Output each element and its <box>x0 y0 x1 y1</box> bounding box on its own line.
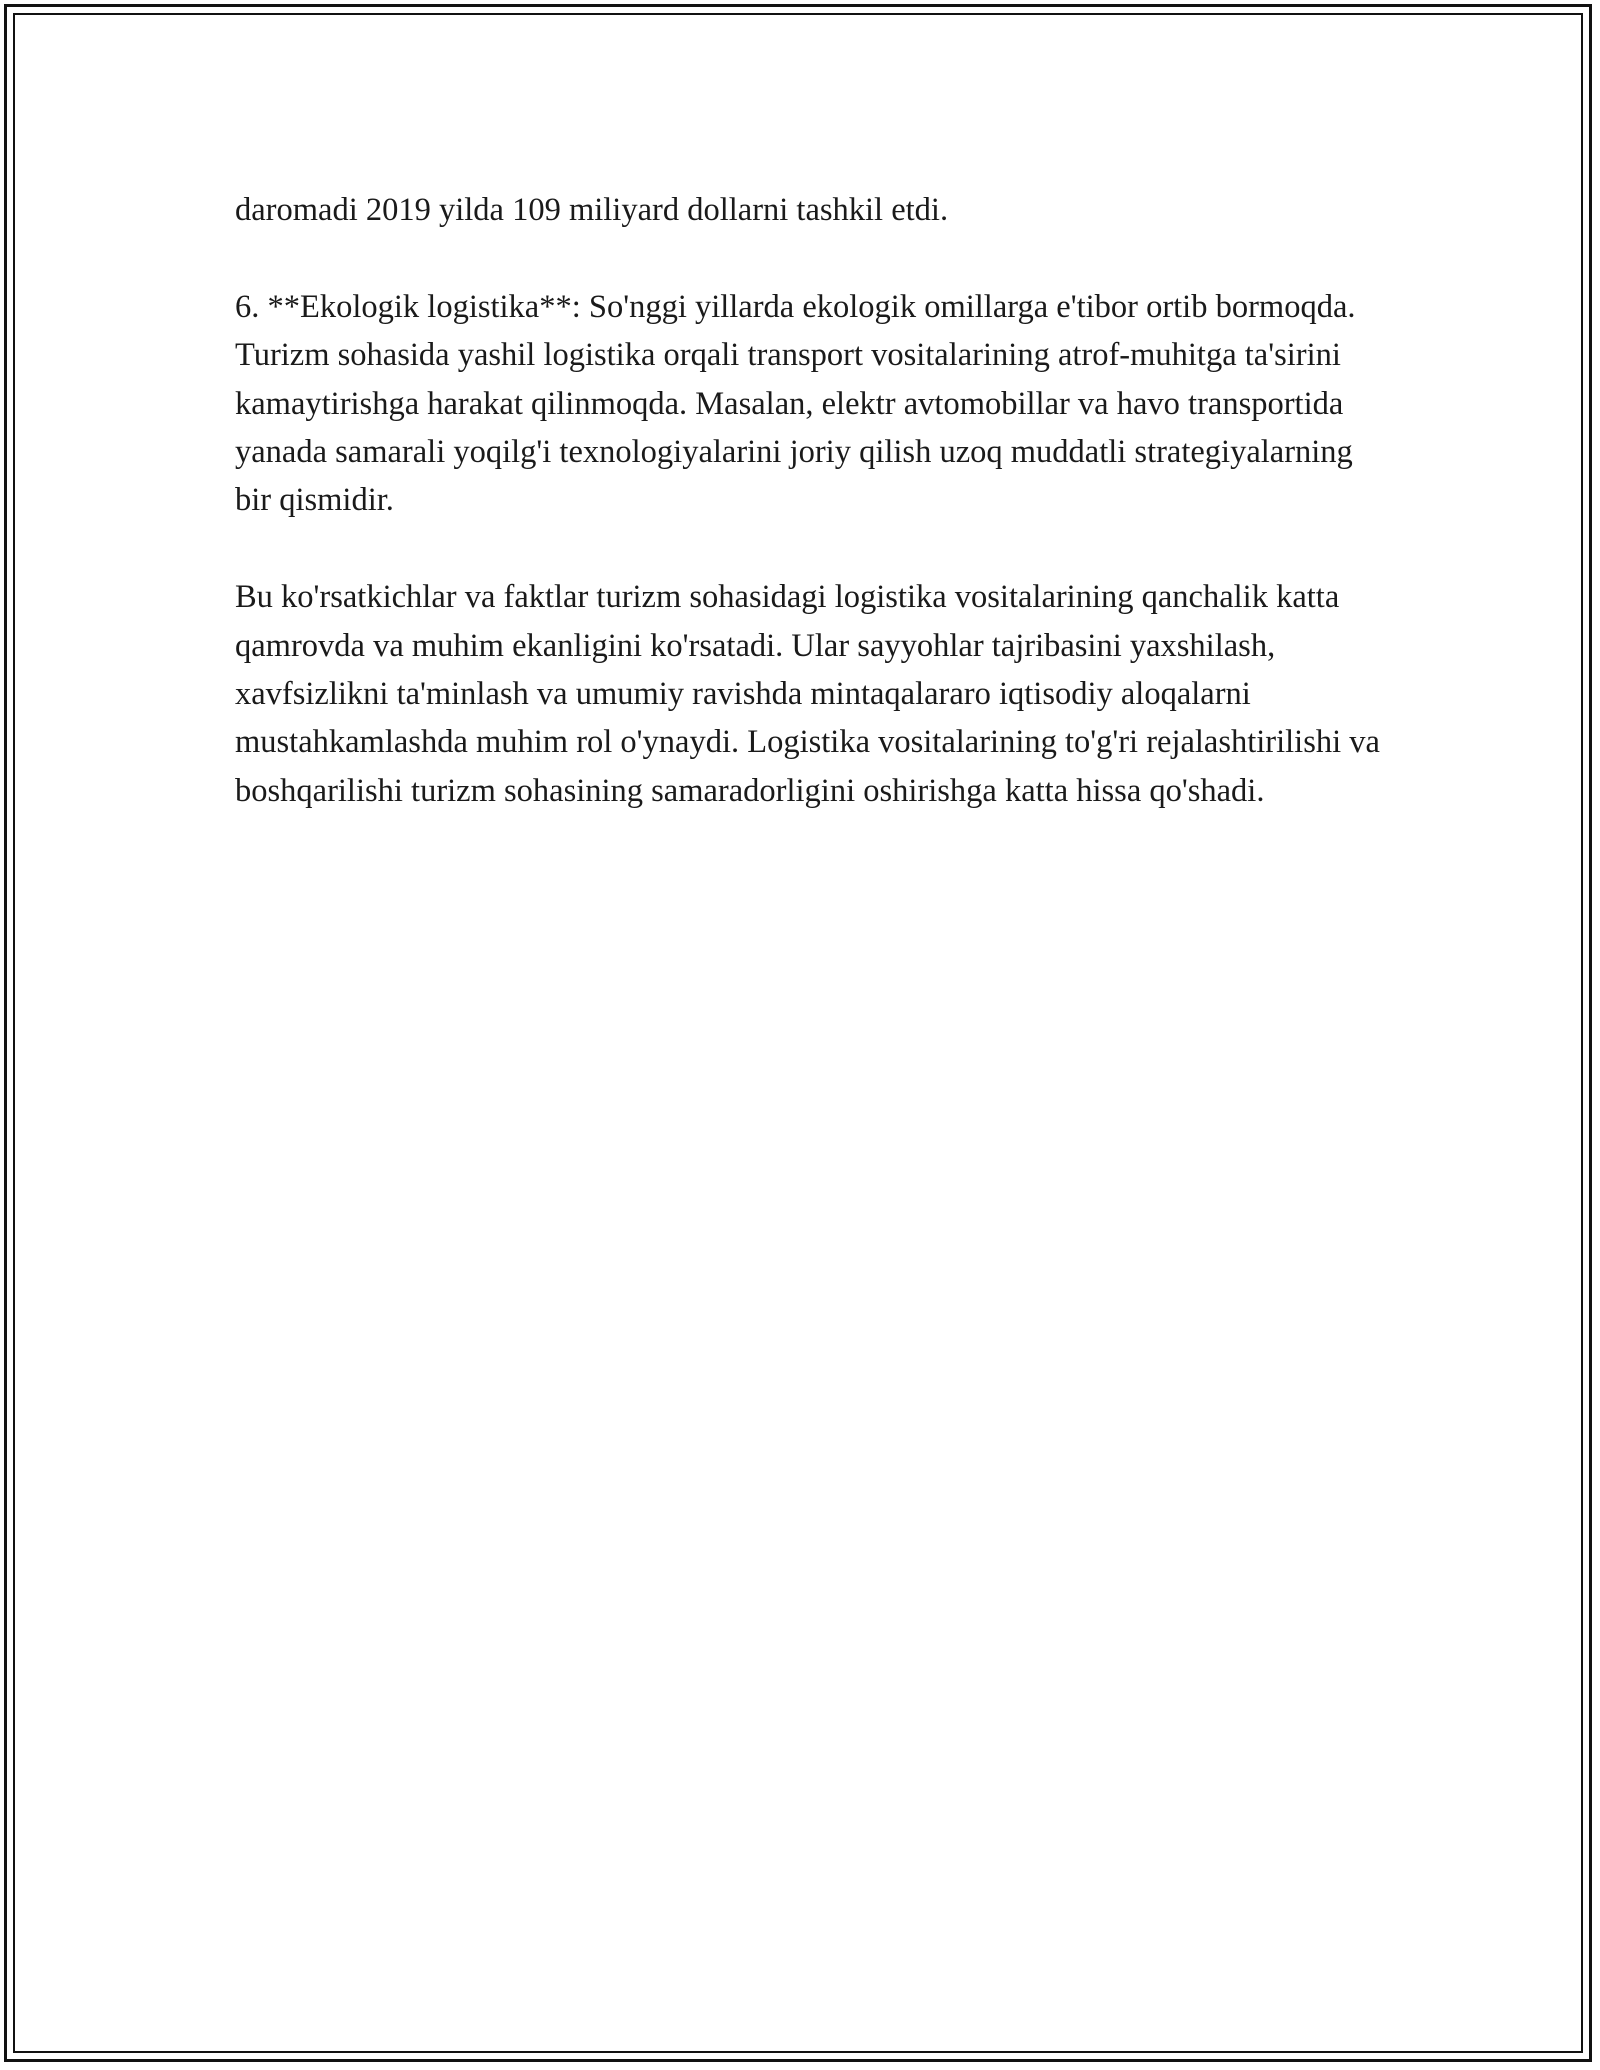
paragraph-revenue: daromadi 2019 yilda 109 miliyard dollarni tashkil etdi. <box>235 192 949 228</box>
document-body <box>235 186 1385 864</box>
paragraph-conclusion: Bu ko'rsatkichlar va faktlar turizm sohasidagi logistika vositalarining qanchalik katta qamrovda va muhim ekanligini ko'rsatadi. Ular sayyohlar tajribasini yaxshilash, xavfsizlikni ta'minlash va umumiy ravishda mintaqalararo iqtisodiy aloqalarni mustahkamlashda muhim rol o'ynaydi. Logistika vositalarining to'g'ri rejalashtirilishi va boshqarilishi turizm sohasining samaradorligini oshirishga katta hissa qo'shadi. <box>235 579 1380 809</box>
paragraph-ecological-logistics: 6. **Ekologik logistika**: So'nggi yillarda ekologik omillarga e'tibor ortib bormoqda. Turizm sohasida yashil logistika orqali transport vositalarining atrof-muhitga ta'sirini kamaytirishga harakat qilinmoqda. Masalan, elektr avtomobillar va havo transportida yanada samarali yoqilg'i texnologiyalarini joriy qilish uzoq muddatli strategiyalarning bir qismidir. <box>235 288 1356 519</box>
